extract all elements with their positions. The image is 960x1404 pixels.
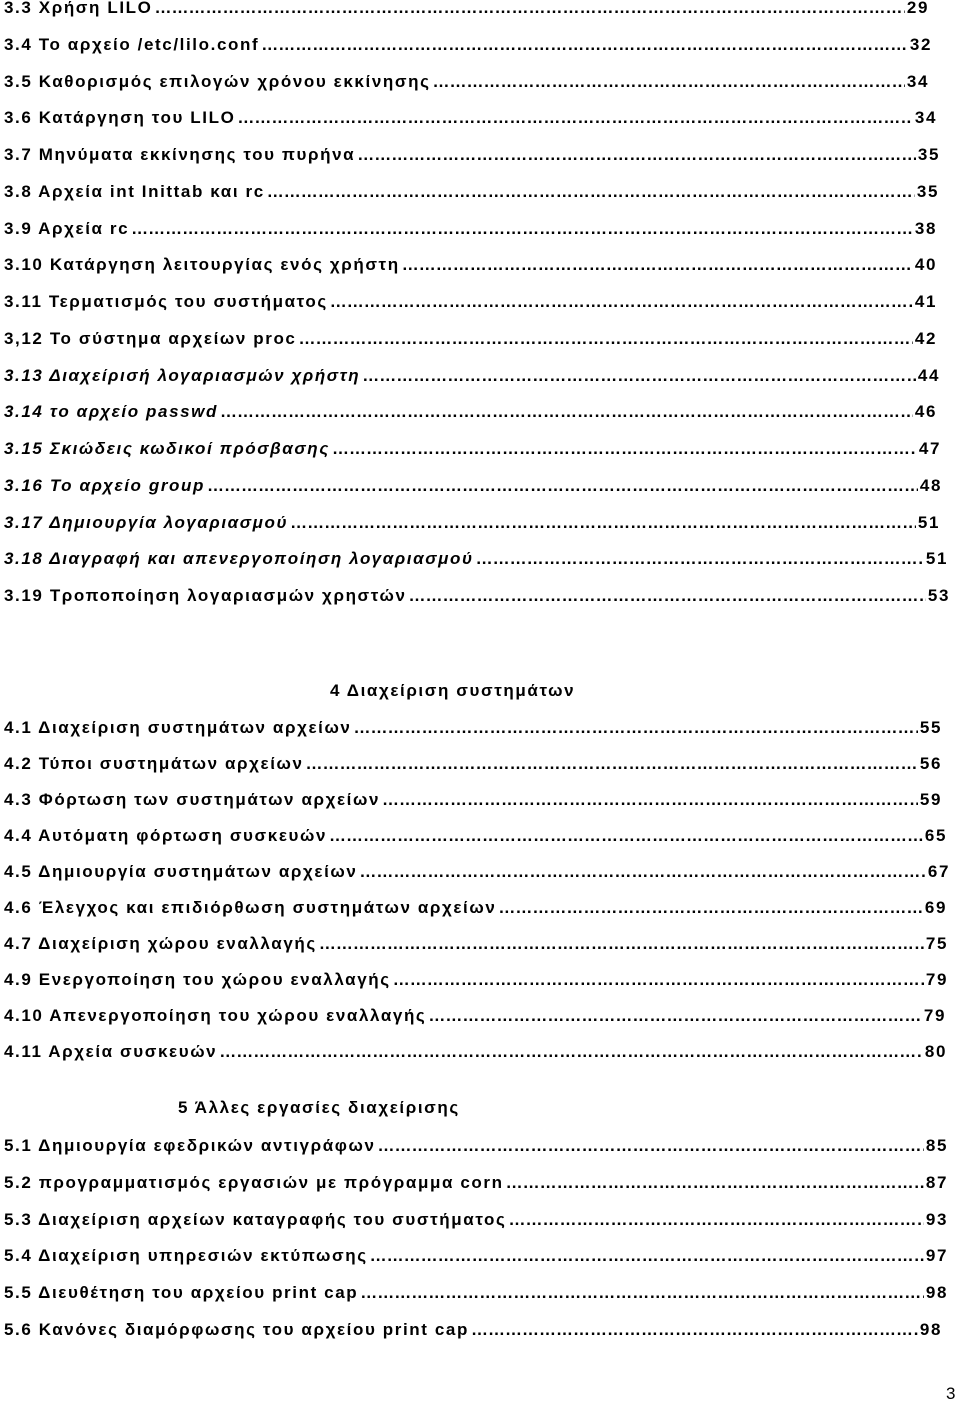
toc-entry-title-text: Αυτόματη φόρτωση συσκευών — [38, 826, 328, 845]
toc-entry-title — [4, 753, 304, 775]
toc-entry — [4, 787, 942, 811]
toc-dot-leader — [353, 717, 917, 739]
toc-dot-leader — [207, 475, 918, 497]
toc-entry — [4, 1243, 948, 1267]
toc-entry-title — [4, 107, 235, 129]
toc-entry-page: 51 — [917, 512, 940, 532]
toc-entry-page: 35 — [917, 145, 940, 164]
toc-entry-page: 55 — [919, 718, 942, 737]
toc-dot-leader — [330, 291, 913, 313]
toc-entry-page: 48 — [919, 475, 942, 495]
toc-entry-title-text: Τύποι συστημάτων αρχείων — [38, 754, 304, 773]
toc-entry-title-text: Το σύστημα αρχείων proc — [49, 328, 297, 348]
toc-dot-leader — [359, 861, 925, 883]
toc-entry-title — [4, 71, 431, 93]
toc-dot-leader — [498, 897, 922, 919]
toc-entry-number: 3.8 — [4, 181, 33, 201]
toc-entry-number: 5.1 — [4, 1136, 33, 1155]
toc-entry-number: 3.19 — [4, 586, 44, 605]
toc-entry-number: 3.11 — [4, 292, 43, 311]
toc-entry-number: 4.7 — [4, 934, 33, 953]
toc-entry — [4, 583, 950, 607]
toc-entry-title — [4, 1209, 506, 1231]
toc-entry-title — [4, 1282, 358, 1304]
toc-entry — [4, 1207, 948, 1231]
toc-entry-title-text: Διαχείρισή λογαριασμών χρήστη — [49, 365, 361, 385]
toc-entry — [4, 216, 937, 240]
toc-entry — [4, 69, 929, 93]
toc-entry-page: 75 — [925, 934, 948, 953]
toc-entry-title-text: Δημιουργία λογαριασμού — [49, 512, 289, 532]
toc-dot-leader — [332, 438, 917, 460]
toc-entry-number: 3.16 — [4, 475, 44, 495]
toc-entry-page: 79 — [925, 970, 948, 989]
toc-dot-leader — [393, 969, 924, 991]
toc-entry-title — [4, 401, 218, 423]
toc-entry-page: 34 — [914, 108, 937, 128]
toc-entry-title — [4, 717, 351, 739]
toc-entry-page: 80 — [924, 1042, 947, 1061]
toc-entry-number: 5.2 — [4, 1172, 33, 1192]
toc-entry-title-text: Αρχεία συσκευών — [48, 1042, 218, 1061]
toc-entry-title-text: Κατάργηση λειτουργίας ενός χρήστη — [49, 255, 400, 275]
toc-entry-title-text: Απενεργοποίηση του χώρου εναλλαγής — [49, 1006, 427, 1025]
toc-dot-leader — [220, 401, 913, 423]
toc-entry-title — [4, 254, 400, 276]
toc-entry-page: 65 — [924, 826, 947, 845]
toc-entry-page: 85 — [925, 1136, 948, 1155]
toc-dot-leader — [298, 328, 912, 350]
toc-entry — [4, 32, 932, 56]
toc-entry — [4, 363, 940, 387]
toc-entry-title-text: Μηνύματα εκκίνησης του πυρήνα — [38, 145, 356, 164]
toc-entry-number: 3.13 — [4, 365, 44, 385]
toc-entry-title — [4, 1172, 504, 1194]
toc-entry — [4, 142, 940, 166]
toc-entry-number: 5.4 — [4, 1246, 33, 1266]
toc-entry-number: 4.5 — [4, 862, 33, 881]
toc-entry-page: 53 — [927, 586, 950, 605]
toc-entry-title-text: το αρχείο passwd — [49, 402, 218, 422]
toc-entry-page: 59 — [919, 790, 942, 809]
toc-entry-title — [4, 0, 152, 19]
toc-entry-title-text: Διαχείριση υπηρεσιών εκτύπωσης — [38, 1246, 368, 1266]
toc-entry-page: 46 — [914, 402, 937, 422]
toc-entry-number: 4.11 — [4, 1042, 43, 1061]
toc-entry-title-text: Σκιώδεις κωδικοί πρόσβασης — [49, 439, 330, 458]
toc-dot-leader — [378, 1135, 924, 1157]
toc-entry-title — [4, 1005, 426, 1027]
toc-entry-number: 3.10 — [4, 255, 44, 275]
toc-entry — [4, 823, 947, 847]
toc-entry-title — [4, 969, 391, 991]
toc-entry-title — [4, 897, 496, 919]
toc-entry-title-text: Διαγραφή και απενεργοποίηση λογαριασμού — [49, 549, 474, 569]
toc-entry-number: 3.18 — [4, 549, 44, 569]
toc-entry — [4, 289, 937, 313]
toc-entry-number: 3.14 — [4, 402, 44, 422]
toc-entry-title — [4, 365, 360, 387]
toc-entry-number: 4.4 — [4, 826, 33, 845]
page-number: 3 — [946, 1384, 956, 1403]
toc-entry-number: 3.9 — [4, 218, 33, 238]
toc-entry-title-text: Ενεργοποίηση του χώρου εναλλαγής — [38, 970, 391, 989]
toc-entry — [4, 715, 942, 739]
toc-entry-number: 5.5 — [4, 1283, 33, 1302]
toc-entry — [4, 931, 948, 955]
toc-entry — [4, 1133, 948, 1157]
toc-dot-leader — [471, 1319, 918, 1341]
toc-entry-page: 93 — [925, 1209, 948, 1229]
toc-entry-page: 47 — [918, 439, 941, 458]
toc-dot-leader — [261, 34, 908, 56]
toc-dot-leader — [362, 365, 916, 387]
toc-entry — [4, 859, 950, 883]
toc-entry — [4, 0, 929, 19]
toc-dot-leader — [506, 1172, 924, 1194]
toc-entry-page: 51 — [925, 549, 948, 569]
toc-entry-page: 79 — [923, 1006, 946, 1025]
toc-entry-number: 5.6 — [4, 1319, 33, 1339]
toc-entry-title-text: Καθορισμός επιλογών χρόνου εκκίνησης — [38, 71, 431, 91]
toc-entry-title-text: Αρχεία rc — [38, 218, 130, 238]
toc-entry-title-text: Κανόνες διαμόρφωσης του αρχείου print cap — [38, 1319, 469, 1339]
toc-entry-page: 97 — [925, 1246, 948, 1266]
toc-dot-leader — [476, 548, 924, 570]
toc-entry-number: 3.3 — [4, 0, 33, 17]
toc-dot-leader — [428, 1005, 922, 1027]
toc-entry-number: 4.10 — [4, 1006, 44, 1025]
toc-entry — [4, 751, 942, 775]
toc-entry-title — [4, 1041, 217, 1063]
toc-dot-leader — [267, 181, 915, 203]
toc-dot-leader — [402, 254, 913, 276]
toc-entry-number: 4.9 — [4, 970, 33, 989]
toc-entry — [4, 252, 937, 276]
toc-entry-title — [4, 933, 317, 955]
toc-entry-title-text: Διαχείριση αρχείων καταγραφής του συστήματος — [38, 1209, 507, 1229]
toc-entry-title — [4, 512, 288, 534]
toc-entry-page: 35 — [916, 181, 939, 201]
toc-dot-leader — [219, 1041, 923, 1063]
toc-entry-title-text: Το αρχείο group — [49, 475, 205, 495]
toc-entry-title-text: Διευθέτηση του αρχείου print cap — [38, 1283, 359, 1302]
toc-entry-number: 3.6 — [4, 108, 33, 128]
toc-dot-leader — [131, 218, 913, 240]
toc-entry-title — [4, 789, 380, 811]
toc-entry-title — [4, 328, 296, 350]
toc-entry — [4, 399, 937, 423]
toc-entry-number: 3.17 — [4, 512, 44, 532]
toc-entry-title-text: Χρήση LILO — [38, 0, 153, 17]
toc-entry-number: 3.4 — [4, 34, 33, 54]
toc-entry-title — [4, 438, 330, 460]
toc-entry-title — [4, 218, 129, 240]
toc-entry-title — [4, 825, 327, 847]
toc-entry-title-text: Έλεγχος και επιδιόρθωση συστημάτων αρχείων — [38, 898, 497, 917]
toc-entry-title — [4, 585, 407, 607]
toc-entry — [4, 895, 947, 919]
toc-entry — [4, 473, 942, 497]
toc-dot-leader — [306, 753, 918, 775]
toc-dot-leader — [382, 789, 918, 811]
toc-entry-title — [4, 1245, 368, 1267]
toc-entry-title-text: Φόρτωση των συστημάτων αρχείων — [38, 790, 380, 809]
toc-entry-number: 4.3 — [4, 790, 33, 809]
toc-entry-page: 42 — [914, 328, 937, 348]
toc-entry — [4, 967, 948, 991]
toc-entry-title-text: Τερματισμός του συστήματος — [48, 292, 328, 311]
toc-entry-page: 40 — [914, 255, 937, 275]
toc-entry — [4, 326, 937, 350]
toc-entry — [4, 1170, 948, 1194]
toc-dot-leader — [370, 1245, 924, 1267]
toc-entry-page: 29 — [906, 0, 929, 17]
toc-entry-title-text: Διαχείριση συστημάτων αρχείων — [38, 718, 352, 737]
toc-entry-page: 98 — [925, 1283, 948, 1302]
toc-entry-title — [4, 861, 357, 883]
toc-entry-title-text: Δημιουργία εφεδρικών αντιγράφων — [38, 1136, 376, 1155]
toc-dot-leader — [357, 144, 916, 166]
toc-entry-page: 69 — [924, 898, 947, 917]
toc-entry-page: 32 — [909, 34, 932, 54]
toc-entry-number: 3.15 — [4, 439, 44, 458]
section-heading-5: 5 Άλλες εργασίες διαχείρισης — [178, 1098, 460, 1117]
toc-entry — [4, 179, 939, 203]
toc-dot-leader — [433, 71, 905, 93]
toc-dot-leader — [290, 512, 916, 534]
toc-entry-number: 4.1 — [4, 718, 33, 737]
toc-dot-leader — [360, 1282, 924, 1304]
toc-dot-leader — [319, 933, 924, 955]
toc-entry — [4, 1003, 946, 1027]
toc-entry-title-text: Διαχείριση χώρου εναλλαγής — [38, 934, 317, 953]
toc-entry-title-text: Δημιουργία συστημάτων αρχείων — [38, 862, 358, 881]
toc-entry-number: 3,12 — [4, 328, 44, 348]
toc-entry — [4, 510, 940, 534]
toc-dot-leader — [237, 107, 912, 129]
toc-entry — [4, 1039, 947, 1063]
toc-dot-leader — [409, 585, 926, 607]
toc-entry-number: 3.7 — [4, 145, 33, 164]
toc-entry — [4, 1317, 942, 1341]
toc-entry — [4, 105, 937, 129]
toc-entry-title — [4, 1135, 376, 1157]
toc-entry-number: 5.3 — [4, 1209, 33, 1229]
toc-entry-page: 41 — [914, 292, 937, 311]
toc-entry — [4, 436, 941, 460]
toc-dot-leader — [329, 825, 923, 847]
toc-entry-page: 34 — [906, 71, 929, 91]
toc-entry-title — [4, 475, 205, 497]
toc-entry-title-text: Το αρχείο /etc/lilo.conf — [38, 34, 260, 54]
toc-entry-title-text: Τροποποίηση λογαριασμών χρηστών — [49, 586, 407, 605]
toc-entry-page: 87 — [925, 1172, 948, 1192]
toc-entry-title-text: Κατάργηση του LILO — [38, 108, 236, 128]
toc-entry-title — [4, 291, 328, 313]
toc-entry-title — [4, 181, 265, 203]
toc-entry-title-text: προγραμματισμός εργασιών με πρόγραμμα corn — [38, 1172, 504, 1192]
toc-entry-number: 4.2 — [4, 754, 33, 773]
toc-entry-title — [4, 548, 474, 570]
toc-entry-number: 3.5 — [4, 71, 33, 91]
toc-entry-page: 98 — [919, 1319, 942, 1339]
toc-entry-title — [4, 144, 355, 166]
toc-entry-page: 56 — [919, 754, 942, 773]
toc-dot-leader — [154, 0, 904, 19]
toc-dot-leader — [508, 1209, 923, 1231]
toc-entry-page: 67 — [927, 862, 950, 881]
toc-entry-page: 44 — [917, 365, 940, 385]
toc-entry-title-text: Αρχεία int Inittab και rc — [38, 181, 265, 201]
toc-entry-title — [4, 34, 259, 56]
toc-entry-title — [4, 1319, 469, 1341]
toc-entry-number: 4.6 — [4, 898, 33, 917]
section-heading-4: 4 Διαχείριση συστημάτων — [330, 681, 576, 700]
toc-entry-page: 38 — [914, 218, 937, 238]
toc-entry — [4, 546, 948, 570]
toc-entry — [4, 1280, 948, 1304]
